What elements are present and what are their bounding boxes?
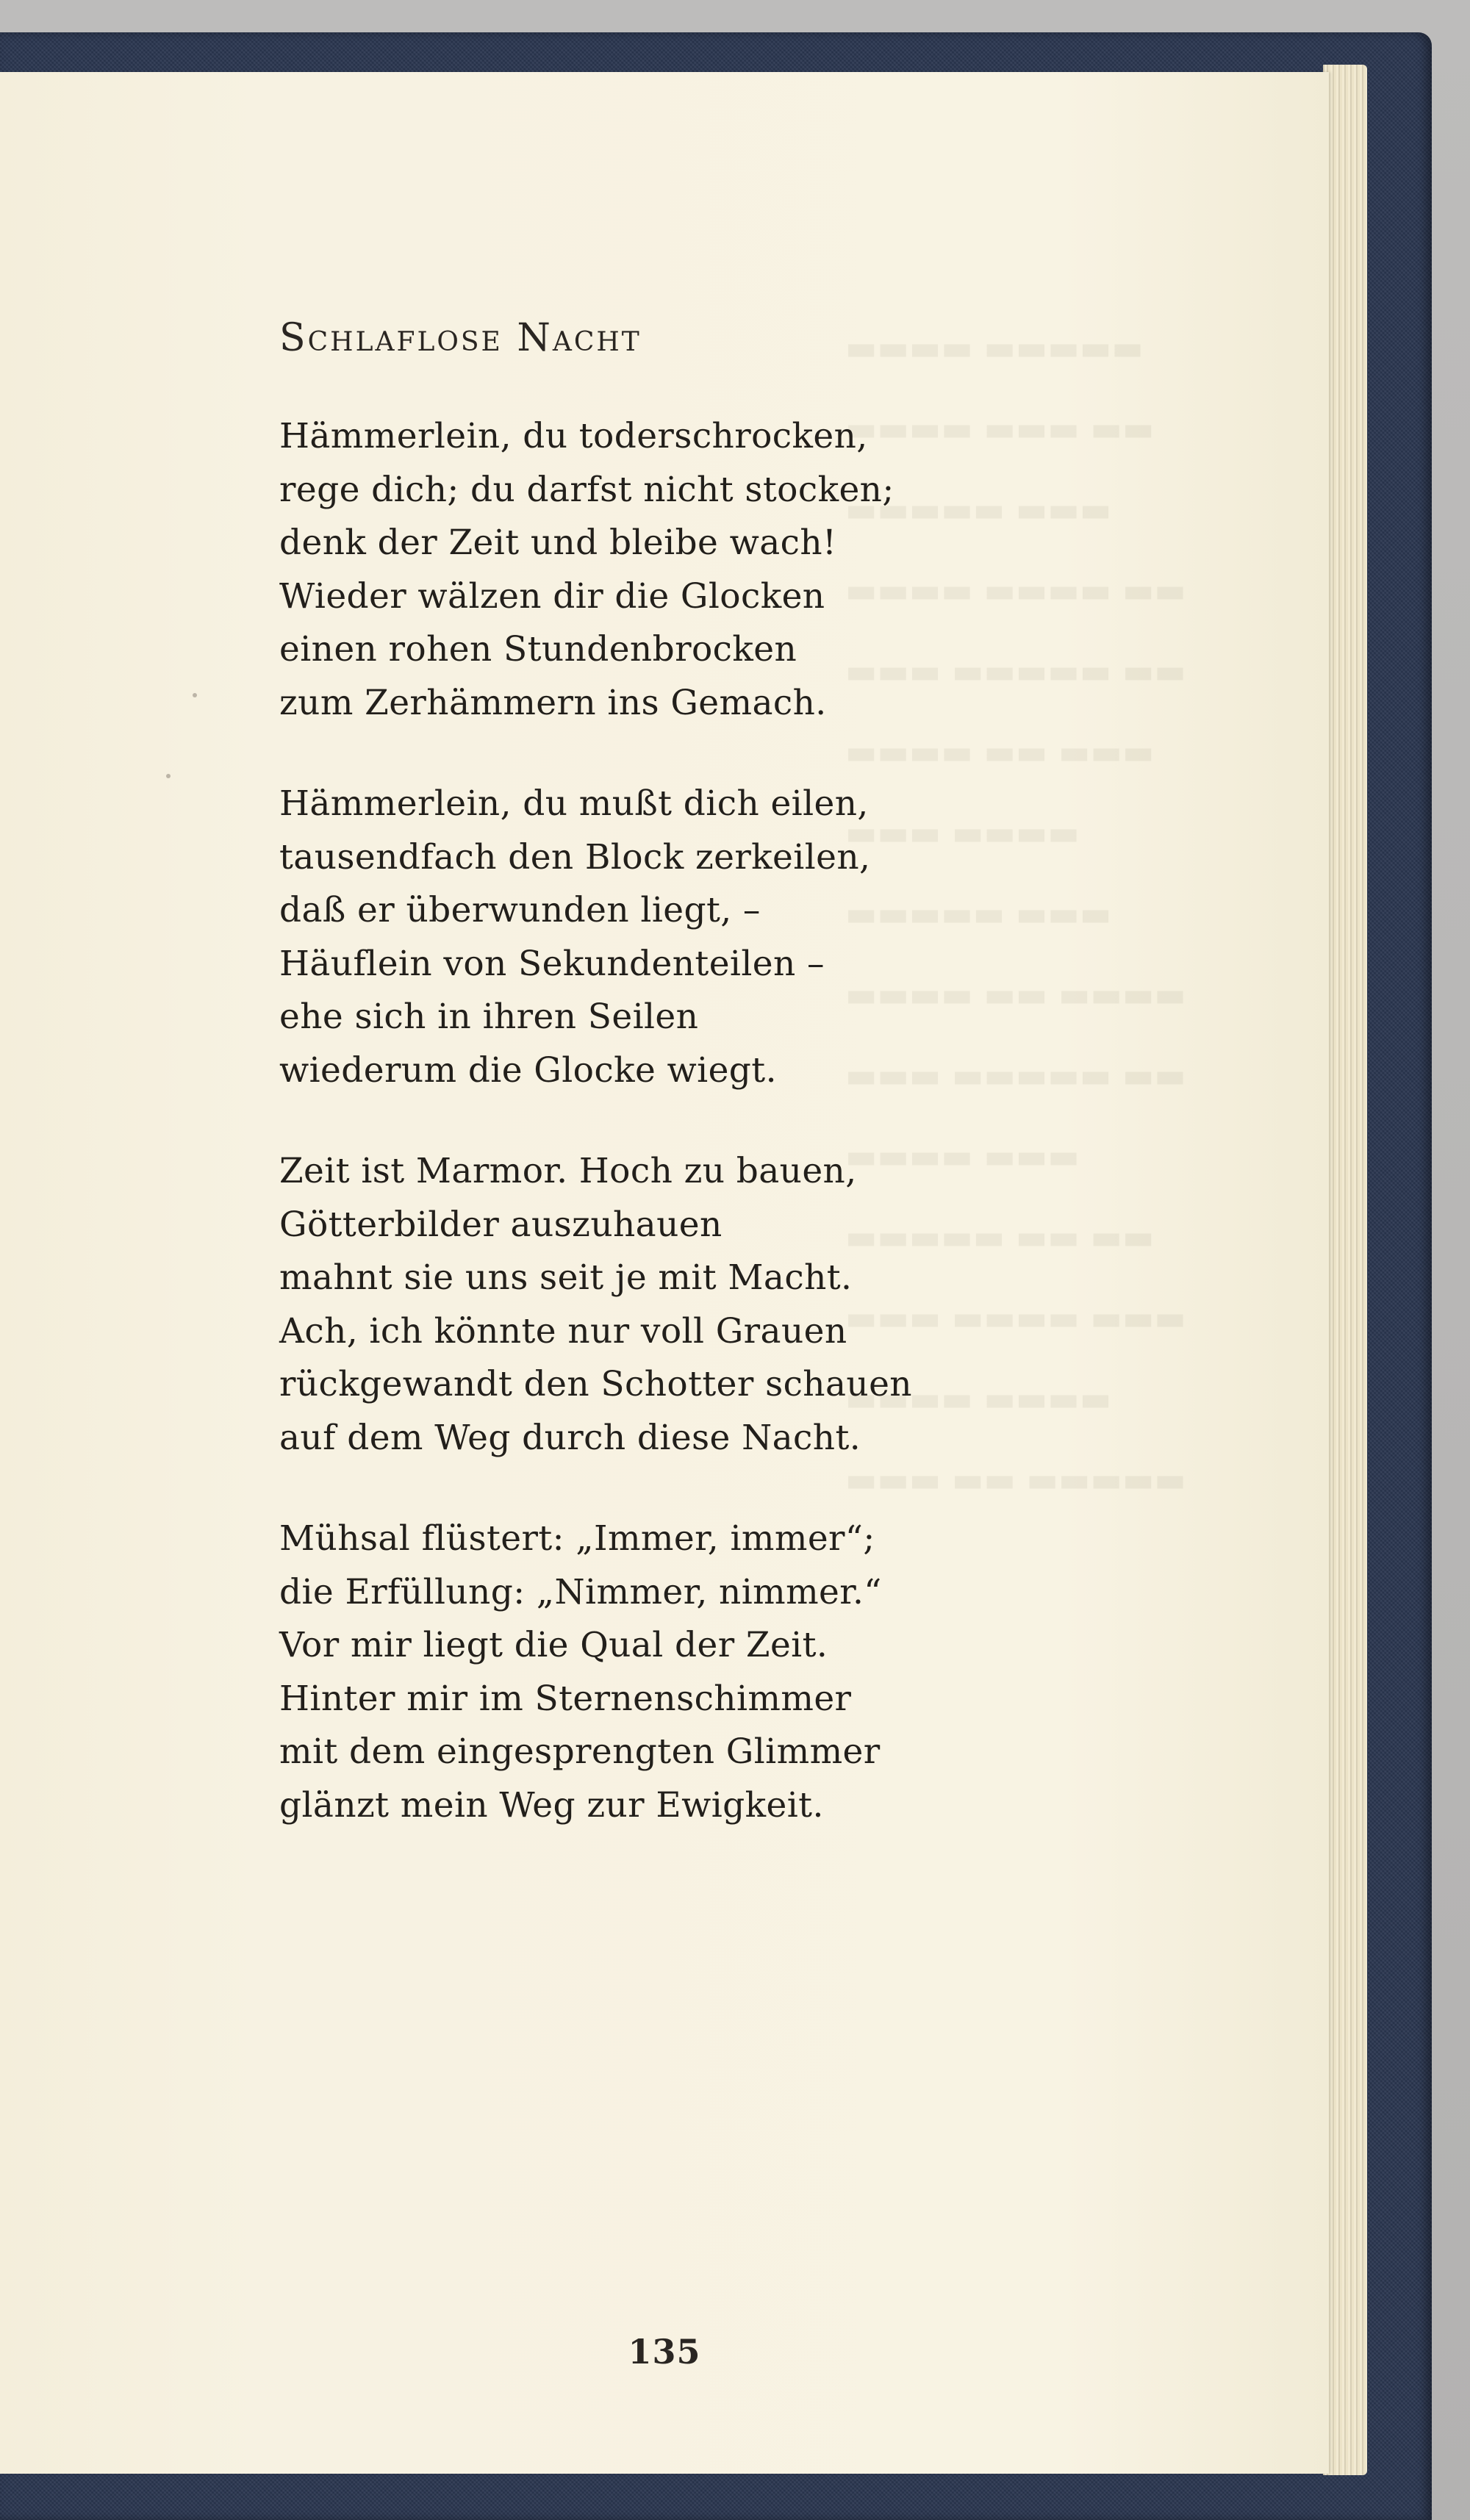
poem-line: die Erfüllung: „Nimmer, nimmer.“ bbox=[279, 1571, 882, 1612]
poem-title: Schlaflose Nacht bbox=[279, 316, 642, 360]
stanza-3 bbox=[279, 1145, 1294, 1465]
poem-line: Mühsal flüstert: „Immer, immer“; bbox=[279, 1518, 875, 1559]
poem-line: tausendfach den Block zerkeilen, bbox=[279, 836, 871, 877]
poem-line: denk der Zeit und bleibe wach! bbox=[279, 523, 837, 563]
poem-line: glänzt mein Weg zur Ewigkeit. bbox=[279, 1784, 824, 1826]
stanza-2 bbox=[279, 778, 1294, 1097]
paper-speck bbox=[166, 774, 171, 778]
poem-line: zum Zerhämmern ins Gemach. bbox=[279, 682, 827, 723]
poem-line: daß er überwunden liegt, – bbox=[279, 890, 761, 930]
show-through-texture: ▬▬▬▬ ▬▬▬▬▬ ▬▬▬▬ ▬▬▬ ▬▬ ▬▬▬▬▬ ▬▬▬ ▬▬▬▬ ▬▬▬▬ ▬▬ ▬▬▬ ▬▬▬▬▬ ▬▬ ▬▬▬▬ ▬▬ ▬▬▬ ▬▬▬ ▬▬▬▬ ▬▬▬▬▬ ▬▬▬ ▬▬▬▬ ▬▬ ▬▬▬▬ ▬▬▬ ▬▬▬▬▬ ▬▬ ▬▬▬▬ ▬▬▬ ▬▬▬▬▬ ▬▬ ▬▬ ▬▬▬ ▬▬▬▬ ▬▬▬ ▬▬▬▬ ▬▬▬▬ ▬▬▬ ▬▬ ▬▬▬▬▬ bbox=[845, 328, 1186, 1499]
poem-line: mit dem eingesprengten Glimmer bbox=[279, 1731, 881, 1772]
poem-line: Wieder wälzen dir die Glocken bbox=[279, 575, 825, 617]
poem-line: Häuflein von Sekundenteilen – bbox=[279, 943, 825, 984]
poem-line: Götterbilder auszuhauen bbox=[279, 1204, 723, 1245]
poem-line: Hämmerlein, du toderschrocken, bbox=[279, 416, 868, 456]
poem-line: auf dem Weg durch diese Nacht. bbox=[279, 1417, 861, 1458]
poem-body bbox=[279, 410, 1294, 1880]
poem-line: Hämmerlein, du mußt dich eilen, bbox=[279, 783, 869, 824]
poem-line: wiederum die Glocke wiegt. bbox=[279, 1049, 777, 1091]
paper-speck bbox=[193, 693, 197, 697]
poem-line: Zeit ist Marmor. Hoch zu bauen, bbox=[279, 1151, 857, 1191]
poem-line: Vor mir liegt die Qual der Zeit. bbox=[279, 1625, 828, 1665]
poem-line: ehe sich in ihren Seilen bbox=[279, 997, 699, 1037]
poem-line: rege dich; du darfst nicht stocken; bbox=[279, 469, 894, 510]
poem-line: rückgewandt den Schotter schauen bbox=[279, 1364, 912, 1404]
stanza-1 bbox=[279, 410, 1294, 730]
poem-line: Ach, ich könnte nur voll Grauen bbox=[279, 1310, 847, 1351]
page-edges bbox=[1323, 65, 1367, 2475]
stanza-4 bbox=[279, 1512, 1294, 1832]
book-page bbox=[0, 72, 1329, 2474]
poem-line: einen rohen Stundenbrocken bbox=[279, 629, 797, 670]
poem-line: mahnt sie uns seit je mit Macht. bbox=[279, 1257, 853, 1298]
poem-line: Hinter mir im Sternenschimmer bbox=[279, 1678, 852, 1719]
page-number: 135 bbox=[628, 2332, 701, 2372]
